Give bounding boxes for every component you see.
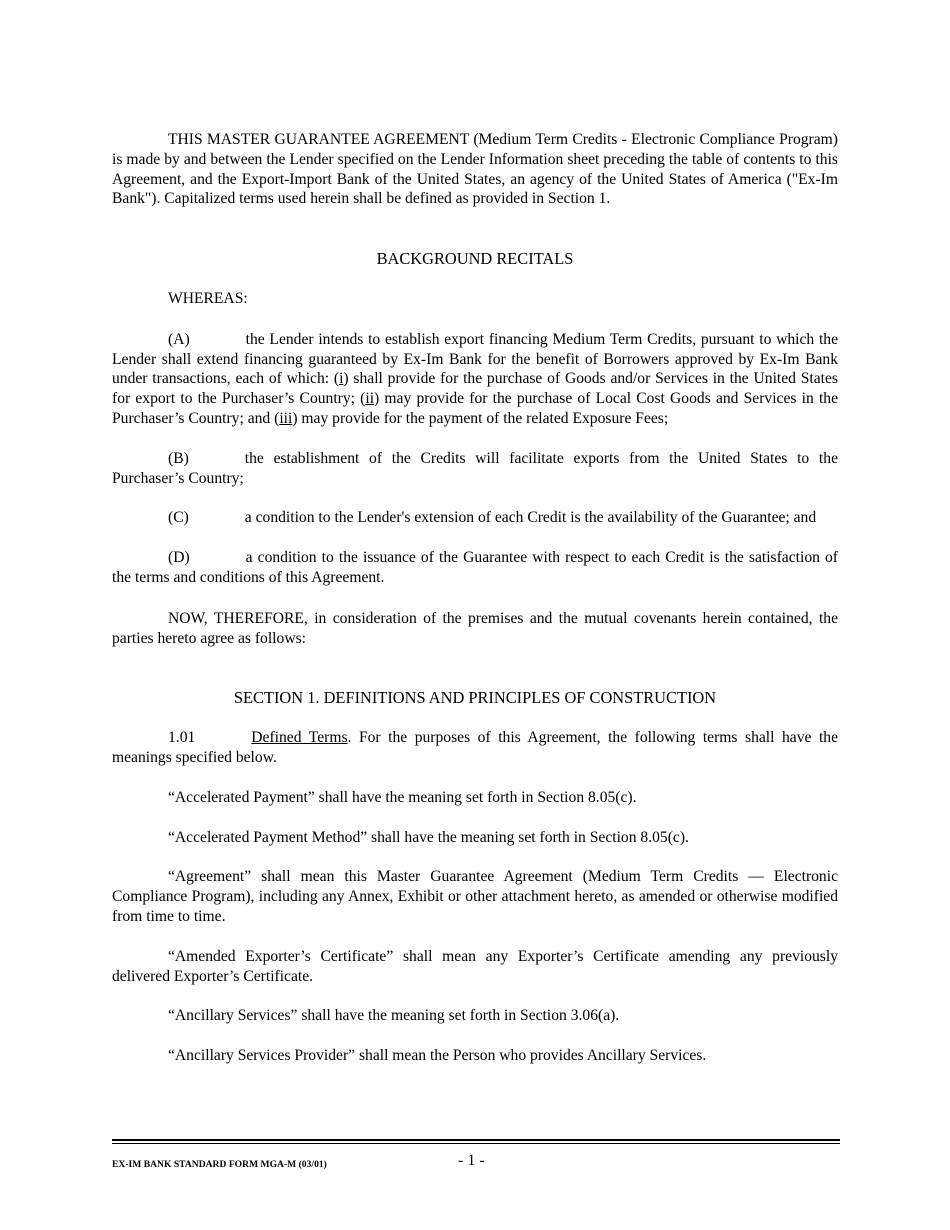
section-number: 1.01: [168, 729, 196, 747]
background-recitals-heading: BACKGROUND RECITALS: [376, 249, 574, 269]
page-number: - 1 -: [458, 1152, 485, 1169]
document-body: [112, 130, 838, 1066]
definition-item: “Amended Exporter’s Certificate” shall mean any Exporter’s Certificate amending any previously delivered Exporter’s Certificate.: [112, 947, 838, 985]
recital-c-label: (C): [168, 509, 189, 527]
footer-form-label: EX-IM BANK STANDARD FORM MGA-M (03/01): [112, 1159, 327, 1170]
recital-b-label: (B): [168, 449, 189, 467]
recital-d: (D) a condition to the issuance of the Guarantee with respect to each Credit is the satisfaction of the terms and conditions of this Agreement.: [112, 549, 838, 586]
recital-d-label: (D): [168, 549, 190, 567]
footer-rule-thin: [112, 1143, 840, 1144]
recital-a: (A) the Lender intends to establish export financing Medium Term Credits, pursuant to which the Lender shall extend financing guaranteed by Ex-Im Bank for the benefit of Borrowers approved by Ex-Im Bank under transactions, each of which: (i) shall provide for the purchase of Goods and/or Services in the United States for export to the Purchaser’s Country; (ii) may provide for the purchase of Local Cost Goods and Services in the Purchaser’s Country; and (iii) may provide for the payment of the related Exposure Fees;: [112, 330, 838, 427]
definition-item: “Accelerated Payment Method” shall have the meaning set forth in Section 8.05(c).: [168, 828, 689, 846]
section-1-heading: SECTION 1. DEFINITIONS AND PRINCIPLES OF CONSTRUCTION: [233, 688, 717, 708]
definition-item: “Ancillary Services Provider” shall mean the Person who provides Ancillary Services.: [168, 1047, 707, 1065]
recital-a-label: (A): [168, 330, 190, 348]
section-title: Defined Terms: [251, 729, 348, 747]
now-therefore-paragraph: NOW, THEREFORE, in consideration of the premises and the mutual covenants herein contained, the parties hereto agree as follows:: [112, 609, 838, 647]
definition-item: “Agreement” shall mean this Master Guarantee Agreement (Medium Term Credits — Electronic Compliance Program), including any Annex, Exhibit or other attachment hereto, as amended or otherwise modified from time to time.: [112, 868, 838, 925]
definition-item: “Ancillary Services” shall have the meaning set forth in Section 3.06(a).: [168, 1007, 620, 1025]
whereas-label: WHEREAS:: [168, 289, 248, 307]
footer-rule: [112, 1139, 840, 1141]
section-1-01: 1.01 Defined Terms. For the purposes of this Agreement, the following terms shall have the meanings specified below.: [112, 729, 838, 766]
definition-item: “Accelerated Payment” shall have the meaning set forth in Section 8.05(c).: [168, 788, 637, 806]
recital-c: (C) a condition to the Lender's extension of each Credit is the availability of the Guarantee; and: [168, 509, 817, 527]
intro-paragraph: THIS MASTER GUARANTEE AGREEMENT (Medium Term Credits - Electronic Compliance Program) is made by and between the Lender specified on the Lender Information sheet preceding the table of contents to this Agreement, and the Export-Import Bank of the United States, an agency of the United States of America ("Ex-Im Bank"). Capitalized terms used herein shall be defined as provided in Section 1.: [112, 131, 838, 208]
recital-b: (B) the establishment of the Credits will facilitate exports from the United States to the Purchaser’s Country;: [112, 449, 838, 487]
